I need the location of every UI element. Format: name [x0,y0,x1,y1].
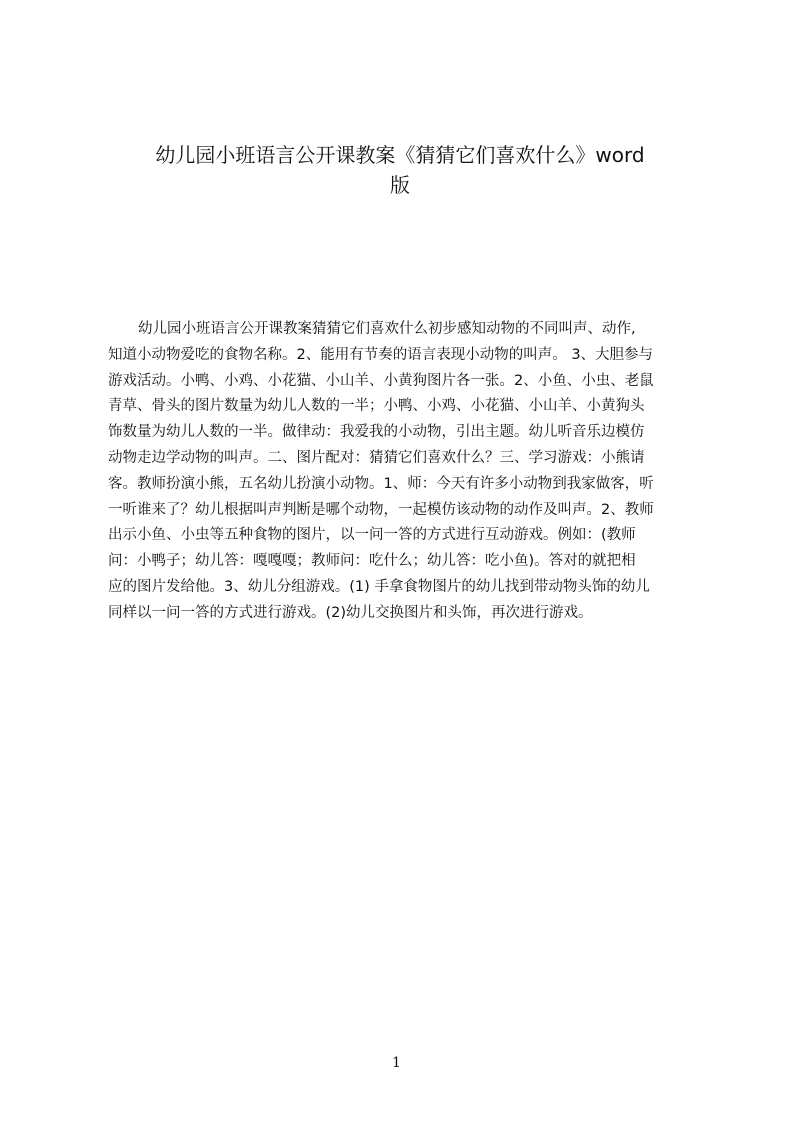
body-line: 知道小动物爱吃的食物名称。2、能用有节奏的语言表现小动物的叫声。 3、大胆参与 [108,346,654,363]
body-line: 应的图片发给他。3、幼儿分组游戏。(1) 手拿食物图片的幼儿找到带动物头饰的幼儿 [108,578,650,595]
body-line: 游戏活动。小鸭、小鸡、小花猫、小山羊、小黄狗图片各一张。2、小鱼、小虫、老鼠 [108,372,654,389]
body-line: 问：小鸭子；幼儿答：嘎嘎嘎；教师问：吃什么；幼儿答：吃小鱼)。答对的就把相 [108,553,636,570]
body-line: 一听谁来了？幼儿根据叫声判断是哪个动物，一起模仿该动物的动作及叫声。2、教师 [108,501,654,518]
title-line-1: 幼儿园小班语言公开课教案《猜猜它们喜欢什么》word [155,143,645,167]
body-line: 动物走边学动物的叫声。二、图片配对：猜猜它们喜欢什么？三、学习游戏：小熊请 [108,449,645,466]
body-line: 青草、骨头的图片数量为幼儿人数的一半；小鸭、小鸡、小花猫、小山羊、小黄狗头 [108,398,645,415]
body-line: 幼儿园小班语言公开课教案猜猜它们喜欢什么初步感知动物的不同叫声、动作, [138,321,636,337]
document-title [100,140,700,200]
page-number: 1 [392,1055,401,1071]
body-line: 饰数量为幼儿人数的一半。做律动：我爱我的小动物，引出主题。幼儿听音乐边模仿 [108,424,645,441]
title-line-2: 版 [390,173,410,197]
document-body [108,317,698,627]
body-line: 出示小鱼、小虫等五种食物的图片，以一问一答的方式进行互动游戏。例如：(教师 [108,527,636,544]
body-line: 同样以一问一答的方式进行游戏。(2)幼儿交换图片和头饰，再次进行游戏。 [108,604,593,621]
body-line: 客。教师扮演小熊，五名幼儿扮演小动物。1、师：今天有许多小动物到我家做客，听 [108,475,654,492]
